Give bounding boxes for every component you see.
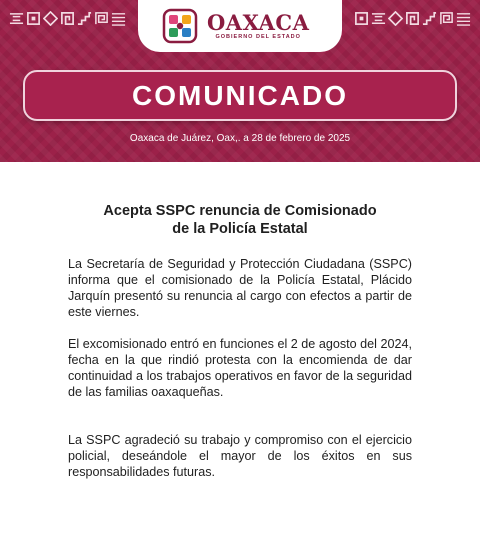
article-headline [60,202,420,238]
headline-line-1: Acepta SSPC renuncia de Comisionado [103,203,377,219]
spiral-pattern-icon [94,11,109,26]
square-pattern-icon [26,11,41,26]
square-pattern-icon [354,11,369,26]
state-logo [138,0,342,52]
greek-key-icon [405,11,420,26]
spiral-pattern-icon [439,11,454,26]
lines-pattern-icon [111,11,126,26]
lines-pattern-icon [456,11,471,26]
greek-key-icon [60,11,75,26]
banner-title: COMUNICADO [132,79,348,111]
oaxaca-emblem-icon [162,8,198,44]
step-pattern-icon [77,11,92,26]
step-pattern-icon [422,11,437,26]
headline-line-2: de la Policía Estatal [172,221,308,237]
header-band [0,0,480,162]
diamond-pattern-icon [43,11,58,26]
article-paragraph-1: La Secretaría de Seguridad y Protección Ciudadana (SSPC) informa que el comisionado de la Policía Estatal, Plácido Jarquín presentó su renuncia al cargo con efectos a partir de este viernes. [68,257,412,319]
article-paragraph-2: El excomisionado entró en funciones el 2 de agosto del 2024, fecha en la que rindió protesta con la encomienda de dar continuidad a los trabajos operativos en favor de la seguridad de las familias oaxaqueñas. [68,337,412,399]
decorative-pattern-left [9,11,126,27]
dateline: Oaxaca de Juárez, Oax,. a 28 de febrero de 2025 [129,133,351,144]
logo-title: OAXACA [207,9,310,35]
fret-pattern-icon [9,11,24,26]
fret-pattern-icon [371,11,386,26]
logo-subtitle: GOBIERNO DEL ESTADO [215,33,301,40]
decorative-pattern-right [354,11,471,27]
comunicado-banner [23,70,457,121]
article-paragraph-3: La SSPC agradeció su trabajo y compromiso con el ejercicio policial, deseándole el mayor de los éxitos en sus responsabilidades futuras. [68,433,412,479]
diamond-pattern-icon [388,11,403,26]
